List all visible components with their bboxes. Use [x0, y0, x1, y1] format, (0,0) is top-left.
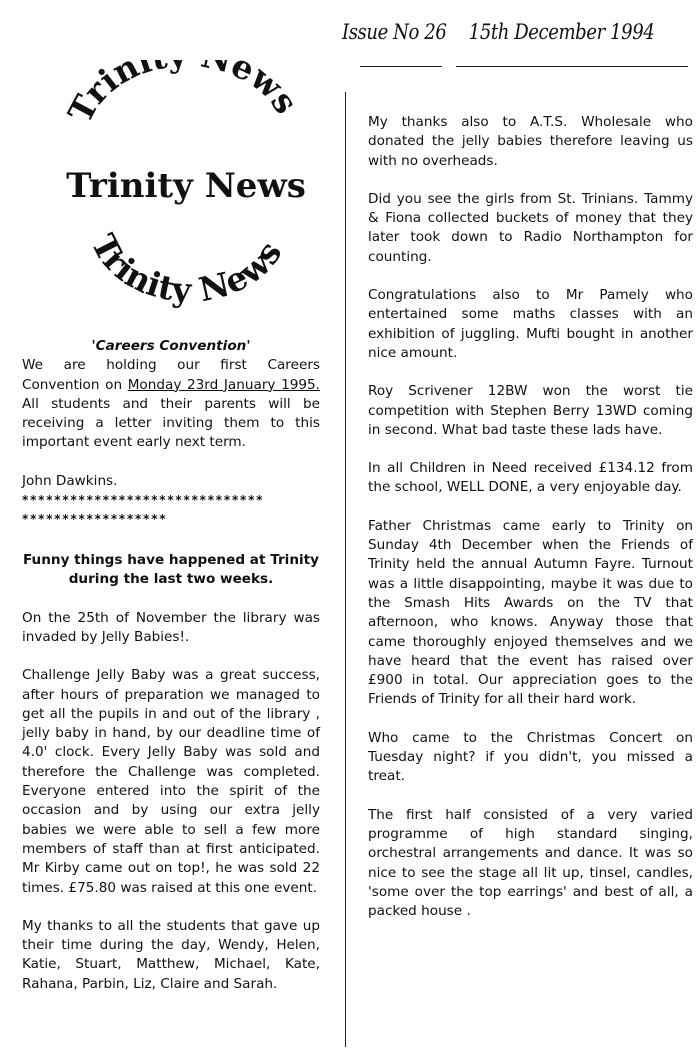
- signature: John Dawkins.: [22, 472, 118, 489]
- challenge-paragraph: Challenge Jelly Baby was a great success, after hours of preparation we managed to get all the pupils in and out of the library , jelly baby in hand, by our deadline time of 4.0' clock. Every Jelly Baby was sold and therefore the Challenge was completed. Everyone entered into the spirit of the occasion and by using our extra jelly babies we were able to sell a few more members of staff than at first anticipated. Mr Kirby came out on top!, he was sold 22 times. £75.80 was raised at this one event.: [22, 667, 320, 896]
- masthead-title: Trinity News: [66, 166, 306, 206]
- concert-paragraph: Who came to the Christmas Concert on Tuesday night? if you didn't, you missed a treat.: [368, 729, 693, 785]
- first-half-paragraph: The first half consisted of a very varied programme of high standard singing, orchestral arrangements and dance. It was so nice to see the stage all lit up, tinsel, candles, 'some over the top earrings' and best of all, a packed house .: [368, 806, 693, 920]
- careers-date: Monday 23rd January 1995.: [127, 376, 321, 393]
- issue-number: Issue No 26: [342, 20, 447, 44]
- issue-date: 15th December 1994: [468, 20, 655, 44]
- masthead-svg: [55, 60, 315, 330]
- careers-paragraph: We are holding our first Careers Convention on Monday 23rd January 1995. All students and their parents will be receiving a letter inviting them to this important event early next term.: [22, 357, 321, 451]
- autumn-fayre-paragraph: Father Christmas came early to Trinity on Sunday 4th December when the Friends of Trinity held the annual Autumn Fayre. Turnout was a little disappointing, maybe it was due to the Smash Hits Awards on the TV that afternoon, who knows. Anyway those that came thoroughly enjoyed themselves and we have heard that the event has raised over £900 in total. Our appreciation goes to the Friends of Trinity for all their hard work.: [368, 517, 693, 708]
- ats-paragraph: My thanks also to A.T.S. Wholesale who donated the jelly babies therefore leaving us with no overheads.: [368, 114, 693, 169]
- column-divider: [345, 92, 346, 1047]
- careers-heading: 'Careers Convention': [91, 338, 251, 354]
- library-paragraph: On the 25th of November the library was invaded by Jelly Babies!.: [22, 609, 320, 645]
- left-column: [22, 337, 320, 994]
- masthead-arc-top: Trini ews: [60, 60, 306, 129]
- masthead-logo: [55, 60, 315, 330]
- masthead-arc-bottom: Trinity News: [83, 227, 290, 310]
- right-column: [368, 113, 693, 921]
- tie-paragraph: Roy Scrivener 12BW won the worst tie competition with Stephen Berry 13WD coming in second. What bad taste these lads have.: [368, 383, 693, 438]
- pamely-paragraph: Congratulations also to Mr Pamely who entertained some maths classes with an exhibition of juggling. Mufti bought in another nice amount.: [368, 287, 693, 361]
- trinians-paragraph: Did you see the girls from St. Trinians. Tammy & Fiona collected buckets of money that they later took down to Radio Northampton for counting.: [368, 190, 693, 265]
- separator-stars-1: ******************************: [22, 493, 265, 508]
- children-in-need-paragraph: In all Children in Need received £134.12 from the school, WELL DONE, a very enjoyable day.: [368, 460, 693, 496]
- header-rule-left: [360, 66, 442, 67]
- separator-stars-2: ******************: [22, 512, 168, 527]
- funny-heading: Funny things have happened at Trinity during the last two weeks.: [22, 552, 320, 588]
- issue-header: [342, 20, 655, 44]
- thanks-paragraph: My thanks to all the students that gave up their time during the day, Wendy, Helen, Katie, Stuart, Matthew, Michael, Kate, Rahana, Parbin, Liz, Claire and Sarah.: [22, 917, 320, 992]
- header-rule-right: [456, 66, 688, 67]
